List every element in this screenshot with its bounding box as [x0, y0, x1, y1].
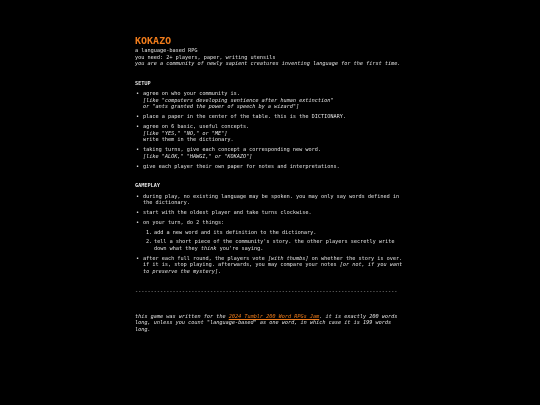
gameplay-heading: GAMEPLAY — [135, 183, 160, 189]
setup-list — [135, 91, 405, 170]
setup-heading: SETUP — [135, 80, 151, 87]
turn-steps — [143, 230, 405, 253]
step-item: 1. add a new word and its definition to the dictionary. — [146, 229, 317, 236]
jam-link[interactable]: 2024 Tumblr 200 Word RPGs Jam — [228, 313, 320, 320]
premise: you are a community of newly sapient creatures inventing language for the first time. — [135, 61, 401, 67]
list-item: • agree on who your community is. [like "computers developing sentience after human extinction" or "ants granted the power of speech by a wizard"] — [135, 91, 405, 111]
game-title: KOKAZO — [135, 36, 172, 47]
list-item: • agree on 6 basic, useful concepts. [like "YES," "NO," or "ME"] write them in the dictionary. — [135, 124, 405, 144]
divider: ------------------------------------------------------------------------------------ — [135, 289, 398, 295]
page-content — [135, 36, 405, 333]
list-item: • after each full round, the players vote [with thumbs] on whether the story is over. if it is, stop playing. afterwards, you may compare your notes [or not, if you want to preserve the mystery]. — [135, 256, 405, 276]
list-item: • start with the oldest player and take turns clockwise. — [135, 210, 405, 217]
list-item: • during play, no existing language may be spoken. you may only say words defined in the dictionary. — [135, 194, 405, 207]
gameplay-list — [135, 194, 405, 276]
list-item: • give each player their own paper for notes and interpretations. — [135, 164, 405, 171]
list-item: • taking turns, give each concept a corresponding new word. [like "ALOK," "HAWGI," or "KOKAZO"] — [135, 147, 405, 160]
step-item: 2. tell a short piece of the community's story. the other players secretly write down what they think you're saying. — [146, 239, 395, 252]
list-item: • place a paper in the center of the table. this is the DICTIONARY. — [135, 114, 405, 121]
header-meta — [135, 48, 405, 68]
footer-note: this game was written for the 2024 Tumblr 200 Word RPGs Jam. it is exactly 200 words long, unless you count "language-based" as one word, in which case it is 199 words long. — [135, 313, 398, 333]
list-item: • on your turn, do 2 things: 1. add a new word and its definition to the dictionary. 2. tell a short piece of the community's story. the other players secretly write down what they think you're saying. — [135, 220, 405, 252]
subtitle: a language-based RPG — [135, 48, 198, 54]
requirements: you need: 2+ players, paper, writing utensils — [135, 54, 276, 61]
